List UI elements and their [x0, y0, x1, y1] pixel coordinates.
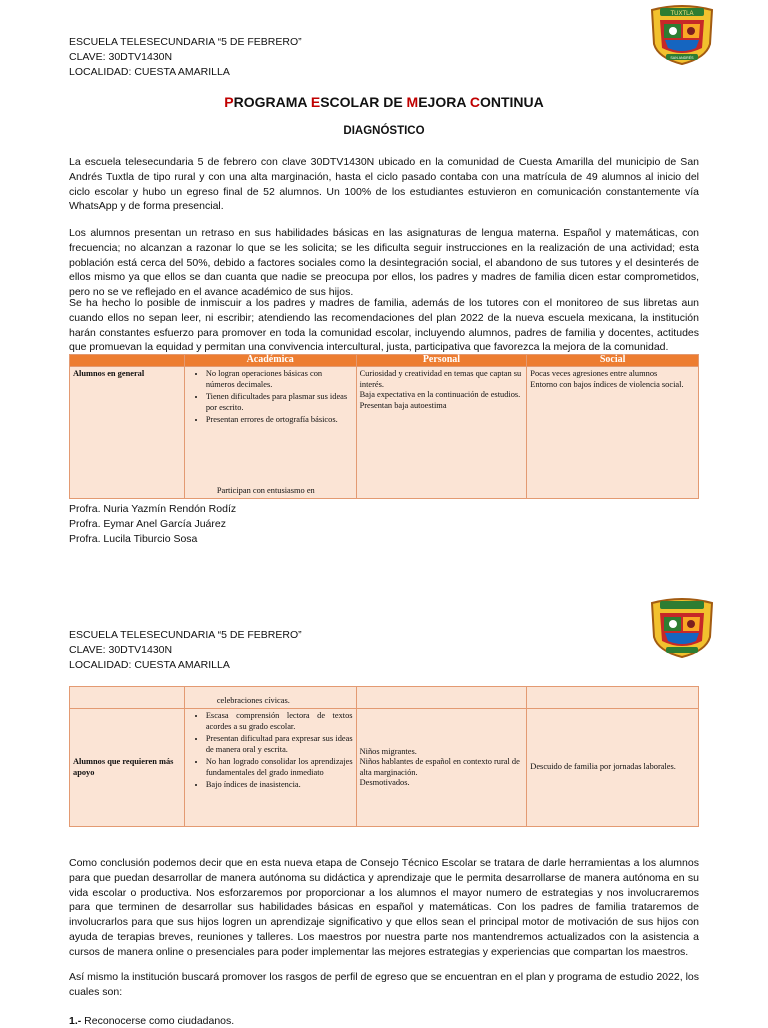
- cell-personal: [356, 709, 527, 827]
- school-locality: LOCALIDAD: CUESTA AMARILLA: [69, 659, 230, 671]
- page-title: PROGRAMA ESCOLAR DE MEJORA CONTINUA: [224, 94, 544, 110]
- list-item: 1.- Reconocerse como ciudadanos.: [69, 1015, 235, 1027]
- diagnosis-table: [69, 354, 699, 499]
- svg-text:TUXTLA: TUXTLA: [670, 11, 694, 17]
- list-item: • Presentan dificultad para expresar sus ideas de manera oral y escrita.: [206, 734, 353, 755]
- text-line: Niños migrantes.: [359, 746, 417, 756]
- teacher-name: Profra. Lucila Tiburcio Sosa: [69, 533, 198, 545]
- table-header-empty: [70, 355, 185, 367]
- conclusion-paragraph: Como conclusión podemos decir que en esta nueva etapa de Consejo Técnico Escolar se tratara de darle herramientas a los alumnos para que puedan desarrollar de manera autónoma su didáctica y aprendizaje que le permita desarrollarse de manera autónoma en su vida escolar o productiva. Nos esforzaremos por proporcionar a los alumnos el mayor numero de estrategias y nos involucraremos para que terminen de desarrollar sus habilidades básicas en español y matemáticas. Con los padres de familia trataremos de involucrarlos para que sus hijos logren un aprendizaje significativo y que ellos sean el principal motor de motivación de sus hijos con ayuda de terapias breves, reuniones y talleres. Los maestros por nuestra parte nos mantendremos actualizados con la asistencia a cursos de manera online o presenciales para poder implementar las mejores estrategias y experiencias que compartan los maestros.: [69, 857, 699, 958]
- cell-continuation: celebraciones cívicas.: [184, 687, 356, 709]
- school-header: [69, 35, 302, 80]
- header-personal: Personal: [356, 355, 527, 367]
- row-label: Alumnos que requieren más apoyo: [70, 709, 185, 827]
- diagnosis-paragraph: Los alumnos presentan un retraso en sus habilidades básicas en las asignaturas de lengua materna. Español y matemáticas, con frecuencia; no alcanzan a razonar lo que se les solicita; se les dificulta seguir instrucciones en la realización de una actividad; esta población está cerca del 50%, debido a factores sociales como la desintegración social, el abandono de sus tutores y el desinterés de ellos mismo ya que ellos se dan cuanta que nadie se preocupa por ellos, los padres y madres de familia dicen estar comprometidos, pero no se ve reflejado en el avance académico de sus hijos.: [69, 227, 699, 299]
- school-clave: CLAVE: 30DTV1430N: [69, 644, 173, 656]
- header-social: Social: [527, 355, 699, 367]
- list-item: • No han logrado consolidar los aprendizajes fundamentales del grado inmediato: [206, 757, 353, 778]
- table-row: [70, 367, 699, 499]
- list-item: • Escasa comprensión lectora de textos acordes a su grado escolar.: [206, 711, 353, 732]
- school-clave: CLAVE: 30DTV1430N: [69, 51, 173, 63]
- intro-paragraph: La escuela telesecundaria 5 de febrero con clave 30DTV1430N ubicado en la comunidad de Cuesta Amarilla del municipio de San Andrés Tuxtla de tipo rural y con una alta marginación, hasta el ciclo pasado contaba con una matrícula de 49 alumnos al inicio del ciclo escolar y hubo un egreso final de 52 alumnos. Un 100% de los estudiantes estuvieron en comunicación constantemente vía WhatsApp y de forma presencial.: [69, 156, 699, 213]
- text-line: Presentan baja autoestima: [359, 400, 447, 410]
- cell-empty: [356, 687, 527, 709]
- list-item: • Presentan errores de ortografía básicos.: [206, 415, 353, 426]
- cell-social: [527, 367, 699, 499]
- cell-personal: [356, 367, 527, 499]
- school-header-page-2: [69, 628, 302, 673]
- table-header-row: [70, 355, 699, 367]
- text-line: Descuido de familia por jornadas laborales.: [530, 762, 676, 772]
- municipal-crest-icon: [648, 4, 716, 66]
- svg-text:SAN ANDRÉS: SAN ANDRÉS: [670, 56, 694, 60]
- text-line: Baja expectativa en la continuación de estudios.: [359, 390, 521, 399]
- teacher-list: [69, 502, 236, 547]
- list-item: • Bajo índices de inasistencia.: [206, 780, 353, 791]
- text-line: Desmotivados.: [359, 778, 410, 787]
- row-label-empty: [70, 687, 185, 709]
- school-locality: LOCALIDAD: CUESTA AMARILLA: [69, 66, 230, 78]
- cell-academica: [184, 367, 356, 499]
- diagnosis-table-continued: [69, 686, 699, 827]
- cell-social: [527, 709, 699, 827]
- text-line: Pocas veces agresiones entre alumnos: [530, 369, 658, 378]
- cell-academica: [184, 709, 356, 827]
- list-item: • No logran operaciones básicas con números decimales.: [206, 369, 353, 390]
- table-row: [70, 709, 699, 827]
- municipal-crest-icon: [648, 597, 716, 659]
- cell-empty: [527, 687, 699, 709]
- profile-intro-paragraph: Así mismo la institución buscará promover los rasgos de perfil de egreso que se encuentran en el plan y programa de estudio 2022, los cuales son:: [69, 971, 699, 998]
- table-row: [70, 687, 699, 709]
- school-name: ESCUELA TELESECUNDARIA “5 DE FEBRERO”: [69, 36, 302, 48]
- teacher-name: Profra. Eymar Anel García Juárez: [69, 518, 226, 530]
- cell-tail-text: Participan con entusiasmo en: [216, 485, 315, 495]
- text-line: Entorno con bajos índices de violencia social.: [530, 379, 684, 389]
- header-academica: Académica: [184, 355, 356, 367]
- school-name: ESCUELA TELESECUNDARIA “5 DE FEBRERO”: [69, 629, 302, 641]
- teacher-name: Profra. Nuria Yazmín Rendón Rodíz: [69, 503, 237, 515]
- list-item: • Tienen dificultades para plasmar sus ideas por escrito.: [206, 392, 353, 413]
- text-line: Niños hablantes de español en contexto rural de alta marginación.: [359, 757, 520, 777]
- involvement-paragraph: Se ha hecho lo posible de inmiscuir a los padres y madres de familia, además de los tutores con el monitoreo de sus libretas aun cuando ellos no sepan leer, ni escribir; atendiendo las recomendaciones del plan 2022 de la nueva escuela mexicana, la institución harán constantes esfuerzo para promover en toda la comunidad escolar, incluyendo alumnos, padres de familia y docentes, actitudes que promuevan la equidad y permitan una convivencia intercultural, justa, participativa que favorezca la mejora de la comunidad.: [69, 297, 699, 354]
- section-subtitle: DIAGNÓSTICO: [343, 125, 425, 137]
- row-label: Alumnos en general: [70, 367, 185, 499]
- text-line: Curiosidad y creatividad en temas que captan su interés.: [359, 369, 522, 389]
